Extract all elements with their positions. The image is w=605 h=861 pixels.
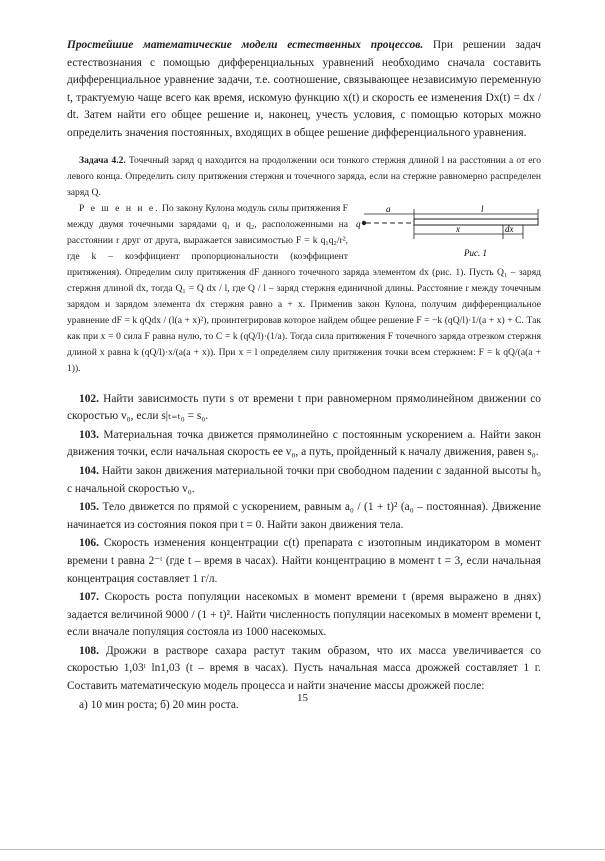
solution-text: По закону Кулона модуль силы притяжения F между двумя точечными зарядами q₁ и q₂, расположенными на расстоянии r друг от друга, выражается зависимостью F = k q₁q₂/r², где k – коэффициент пропорциональности (коэффициент притяжения). Определим силу притяжения dF данного точечного заряда элементом dx (рис. 1). Пусть Q₁ – заряд стержня длиной dx, тогда Q₁ = Q dx / l, где Q / l – заряд стержня единичной длины. Расстояние r между точечным зарядом и зарядом элемента dx стержня равно a + x. Применив закон Кулона, получим дифференциальное уравнение dF = k qQdx / (l(a + x)²), проинтегрировав которое найдем общее решение F = −k (qQ/l)·1/(a + x) + C. Так как при x = 0 сила F равна нулю, то C = k (qQ/l)·(1/a). Тогда сила притяжения F точечного заряда отрезком стержня длиной x равна k (qQ/l)·x/(a(a + x)). При x = l определяем силу притяжения точки всем стержнем: F = k qQ/(a(a + 1)). <box>67 202 541 374</box>
problem-108-parts: а) 10 мин роста; б) 20 мин роста. <box>79 698 239 711</box>
problem-list <box>67 391 541 715</box>
task-4-2 <box>67 153 541 377</box>
problem-text: Дрожжи в растворе сахара растут таким образом, что их масса увеличивается со скоростью 1,03ᵗ ln1,03 (t – время в часах). Пусть начальная масса дрожжей составляет 1 г. Составить математическую модель процесса и найти значение массы дрожжей после: <box>67 644 541 693</box>
problem-text: Тело движется по прямой с ускорением, равным a₀ / (1 + t)² (a₀ – постоянная). Движение начинается из состояния покоя при t = 0. Найти закон движения тела. <box>67 501 541 531</box>
point-charge-dot <box>362 220 366 224</box>
intro-title: Простейшие математические модели естественных процессов. <box>67 39 424 51</box>
problem-text: Материальная точка движется прямолинейно с постоянным ускорением a. Найти закон движения точки, если начальная скорость ее v₀, а путь, пройденный к началу движения, равен s₀. <box>67 428 541 459</box>
solution-label: Р е ш е н и е. <box>79 202 160 214</box>
problem-number: 103. <box>79 428 99 441</box>
problem-106 <box>67 535 541 588</box>
problem-text: Скорость изменения концентрации c(t) препарата с изотопным индикатором в момент времени t равна 2⁻ᵗ (где t – время в часах). Найти концентрацию в момент t = 3, если начальная концентрация составляет 1 г/л. <box>67 537 541 585</box>
figure-rod-charge <box>356 203 541 265</box>
problem-number: 108. <box>79 644 99 657</box>
page-number: 15 <box>297 692 308 704</box>
problem-103 <box>67 427 541 462</box>
rod <box>414 219 538 225</box>
problem-text: Найти закон движения материальной точки при свободном падении с заданной высоты h₀ с начальной скоростью v₀. <box>67 464 541 495</box>
problem-104 <box>67 463 541 498</box>
intro-text: При решении задач естествознания с помощью дифференциальных уравнений необходимо сначала составить дифференциальное уравнение задачи, т.е. соотношение, связывающее независимую переменную t, трактуемую чаще всего как время, искомую функцию x(t) и скорость ее изменения Dx(t) = dx / dt. Затем найти его общее решение и, наконец, учесть условия, с помощью которых можно определить значения постоянных, входящих в общее решение дифференциального уравнения. <box>67 39 541 139</box>
document-page <box>67 37 541 715</box>
task-statement: Точечный заряд q находится на продолжении оси тонкого стержня длиной l на расстоянии a от его левого конца. Определить силу притяжения стержня и точечного заряда, если на стержне равномерно распределен заряд Q. <box>67 154 542 198</box>
problem-108 <box>67 643 541 696</box>
page-bottom-divider <box>0 849 605 850</box>
problem-text: Найти зависимость пути s от времени t при равномерном прямолинейном движении со скоростью v₀, если s|ₜ₌ₜ₀ = s₀. <box>67 392 541 423</box>
intro-paragraph <box>67 37 541 143</box>
problem-text: Скорость роста популяции насекомых в момент времени t (время выражено в днях) задается величиной 9000 / (1 + t)². Найти численность популяции насекомых в момент времени t, если вначале популяция состояла из 1000 насекомых. <box>67 591 541 639</box>
problem-105 <box>67 499 541 534</box>
problem-107 <box>67 589 541 642</box>
problem-number: 104. <box>79 464 99 477</box>
fig-label-x: x <box>456 223 460 234</box>
fig-label-a: a <box>386 203 391 214</box>
fig-label-q: q <box>356 218 361 229</box>
fig-label-dx: dx <box>505 223 514 234</box>
problem-102 <box>67 391 541 426</box>
figure-caption: Рис. 1 <box>464 247 487 258</box>
problem-number: 105. <box>79 501 99 514</box>
problem-number: 102. <box>79 392 99 405</box>
task-label: Задача 4.2. <box>79 154 126 166</box>
problem-number: 106. <box>79 537 99 550</box>
fig-label-l: l <box>481 203 484 214</box>
problem-number: 107. <box>79 591 99 604</box>
